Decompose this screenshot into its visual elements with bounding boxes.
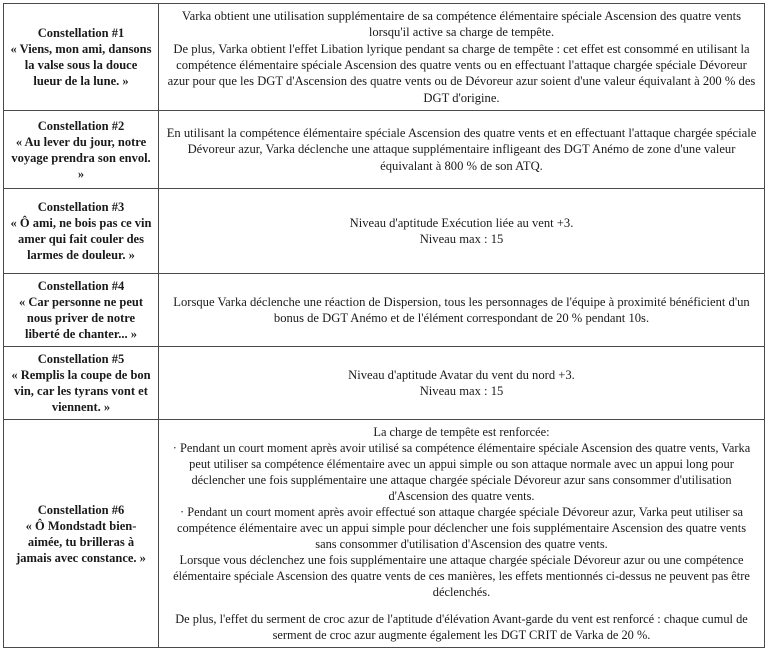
- constellation-quote: « Viens, mon ami, dansons la valse sous la douce lueur de la lune. »: [10, 42, 152, 89]
- constellation-title: Constellation #4: [37, 279, 125, 294]
- constellation-quote: « Car personne ne peut nous priver de notre liberté de chanter... »: [18, 295, 144, 342]
- constellation-name-cell: [4, 274, 159, 347]
- constellation-name-cell: [4, 111, 159, 189]
- constellation-description-cell: [159, 420, 765, 648]
- constellation-description-cell: [159, 4, 765, 111]
- constellation-description-cell: [159, 189, 765, 274]
- constellation-quote: « Ô Mondstadt bien-aimée, tu brilleras à jamais avec constance. »: [16, 518, 146, 565]
- constellation-title: Constellation #1: [37, 26, 125, 41]
- constellation-title: Constellation #3: [37, 200, 125, 215]
- constellation-quote: « Au lever du jour, notre voyage prendra son envol. »: [11, 134, 151, 181]
- description-paragraph: Niveau d'aptitude Exécution liée au vent +3.: [349, 215, 574, 230]
- constellation-quote: « Ô ami, ne bois pas ce vin amer qui fait couler des larmes de douleur. »: [10, 216, 152, 263]
- constellation-description-cell: [159, 111, 765, 189]
- constellations-table: [3, 3, 765, 648]
- constellation-description-cell: [159, 347, 765, 420]
- constellation-name-cell: [4, 347, 159, 420]
- table-row: [4, 4, 765, 111]
- constellation-description-cell: [159, 274, 765, 347]
- constellation-title: Constellation #5: [37, 352, 125, 367]
- constellation-name-cell: [4, 4, 159, 111]
- table-row: [4, 189, 765, 274]
- description-paragraph: En utilisant la compétence élémentaire spéciale Ascension des quatre vents et en effectuant l'attaque chargée spéciale Dévoreur azur, Varka déclenche une attaque supplémentaire infligeant des DGT Anémo de zone d'une valeur équivalant à 800 % de son ATQ.: [166, 126, 757, 173]
- description-paragraph: La charge de tempête est renforcée:: [373, 425, 550, 440]
- description-paragraph: De plus, l'effet du serment de croc azur de l'aptitude d'élévation Avant-garde du vent est renforcé : chaque cumul de serment de croc azur augmente également les DGT CRIT de Varka de 20 %.: [175, 612, 748, 643]
- constellation-name-cell: [4, 189, 159, 274]
- table-row: [4, 420, 765, 648]
- description-paragraph: De plus, Varka obtient l'effet Libation lyrique pendant sa charge de tempête : cet effet est consommé en utilisant la compétence élémentaire spéciale Ascension des quatre vents ou en effectuant l'attaque chargée spéciale Dévoreur azur pour que les DGT d'Ascension des quatre vents ou de Dévoreur azur soient d'une valeur équivalant à 200 % des DGT d'origine.: [167, 41, 756, 105]
- table-row: [4, 274, 765, 347]
- description-paragraph: Lorsque vous déclenchez une fois supplémentaire une attaque chargée spéciale Dévoreur azur ou une compétence élémentaire spéciale Ascension des quatre vents de ces manières, les effets mentionnés ci-dessus ne peuvent pas être déclenchés.: [173, 553, 750, 600]
- description-paragraph: Varka obtient une utilisation supplémentaire de sa compétence élémentaire spéciale Ascension des quatre vents lorsqu'il active sa charge de tempête.: [181, 9, 742, 40]
- description-paragraph: · Pendant un court moment après avoir effectué son attaque chargée spéciale Dévoreur azur, Varka peut utiliser sa compétence élémentaire avec un appui simple pour déclencher une fois supplémentaire Ascension des quatre vents sans consommer d'utilisation d'Ascension des quatre vents.: [176, 505, 747, 552]
- table-row: [4, 111, 765, 189]
- description-paragraph: Niveau d'aptitude Avatar du vent du nord +3.: [348, 367, 575, 382]
- constellation-name-cell: [4, 420, 159, 648]
- description-paragraph: Niveau max : 15: [419, 232, 504, 247]
- constellation-title: Constellation #2: [37, 118, 125, 133]
- description-paragraph: Niveau max : 15: [419, 384, 504, 399]
- description-paragraph: Lorsque Varka déclenche une réaction de Dispersion, tous les personnages de l'équipe à proximité bénéficient d'un bonus de DGT Anémo et de l'élément correspondant de 20 % pendant 10s.: [173, 294, 750, 326]
- constellation-quote: « Remplis la coupe de bon vin, car les tyrans vont et viennent. »: [11, 368, 151, 415]
- description-paragraph: · Pendant un court moment après avoir utilisé sa compétence élémentaire spéciale Ascension des quatre vents, Varka peut utiliser sa compétence élémentaire avec un appui simple ou son attaque normale avec un appui long pour déclencher une fois supplémentaire une attaque chargée spéciale Dévoreur azur sans consommer d'utilisation d'Ascension des quatre vents.: [172, 441, 751, 504]
- constellation-title: Constellation #6: [37, 502, 125, 517]
- table-row: [4, 347, 765, 420]
- table-body: [4, 4, 765, 648]
